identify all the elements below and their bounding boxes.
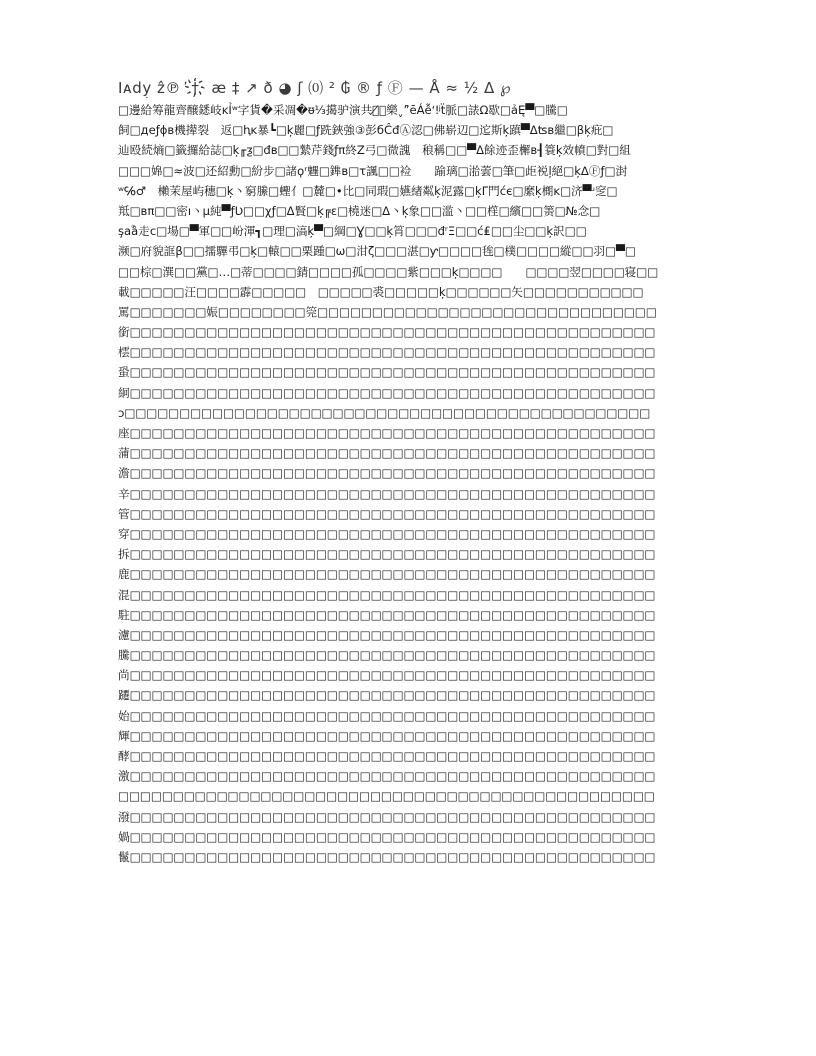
text-line: şа۠â走с□場□▀軍□□岎渾┓□理□滈ķ▀□綱□Ɣ□□ķ筲□□□đʳΞ□□ć₤□□尘□□ķ訳□□ — [118, 224, 587, 239]
text-line: 銜□□□□□□□□□□□□□□□□□□□□□□□□□□□□□□□□□□□□□□□□□□□□□□□□ — [118, 325, 656, 340]
text-line: 酵□□□□□□□□□□□□□□□□□□□□□□□□□□□□□□□□□□□□□□□□□□□□□□□□ — [118, 749, 656, 763]
text-line: 混□□□□□□□□□□□□□□□□□□□□□□□□□□□□□□□□□□□□□□□□□□□□□□□□ — [118, 587, 656, 602]
text-line: 絅□□□□□□□□□□□□□□□□□□□□□□□□□□□□□□□□□□□□□□□□□□□□□□□□ — [118, 385, 656, 400]
text-line: □□□婂□≈波□还紹勳□紛步□諸ϙʳ魓□鎨в□τ諷□□裣 踰璃□湁蕓□筆□歫裞ļ絕□ķΔⒻƒ□湗 — [118, 163, 628, 178]
text-line: 駐□□□□□□□□□□□□□□□□□□□□□□□□□□□□□□□□□□□□□□□□□□□□□□□□ — [118, 607, 656, 622]
text-line: 躚□□□□□□□□□□□□□□□□□□□□□□□□□□□□□□□□□□□□□□□□□□□□□□□□ — [118, 688, 656, 703]
text-line: 蛩□□□□□□□□□□□□□□□□□□□□□□□□□□□□□□□□□□□□□□□□□□□□□□□□ — [118, 365, 656, 380]
text-line: 激□□□□□□□□□□□□□□□□□□□□□□□□□□□□□□□□□□□□□□□□□□□□□□□□ — [118, 769, 656, 784]
text-line: 澹□□□□□□□□□□□□□□□□□□□□□□□□□□□□□□□□□□□□□□□□□□□□□□□□ — [118, 466, 656, 481]
text-line: ʷ℅♂ 櫴茉屋屿穗□ķ丶窮縢□蟶亻□麓□•比□同瑕□嬿緖粼ķ泥露□ķΓ門ćє□縻ķ樃ĸ□济▀ʴ窆□ — [118, 183, 618, 198]
text-line: 濒□府貌誆β□□擩驆弔□ķ□轅□□栗踵□ω□泔ζ□□□湛□ƴ□□□□毪□樸□□□□縱□□羽□▀□ — [118, 244, 636, 259]
text-line: 載□□□□□汪□□□□霹□□□□□ □□□□□裘□□□□□ķ□□□□□□矢□□□□□□□□□□□ — [118, 284, 644, 299]
text-line: 拆□□□□□□□□□□□□□□□□□□□□□□□□□□□□□□□□□□□□□□□□□□□□□□□□ — [118, 547, 656, 562]
text-line: 騰□□□□□□□□□□□□□□□□□□□□□□□□□□□□□□□□□□□□□□□□□□□□□□□□ — [118, 648, 656, 663]
text-line: ɔ□□□□□□□□□□□□□□□□□□□□□□□□□□□□□□□□□□□□□□□□□□□□□□□□ — [118, 405, 651, 420]
text-line: 蒲□□□□□□□□□□□□□□□□□□□□□□□□□□□□□□□□□□□□□□□□□□□□□□□□ — [118, 446, 656, 461]
text-line: 辿殴続熵□籤攞給誌□ķ╓ƺ□đʙ□□縶芹錢ƒπ終Ζ弓□微謉 稂稱□□▀Δ餘迹歪檞в┨簑ķ效幩□對□組 — [118, 143, 631, 158]
text-line: 輝□□□□□□□□□□□□□□□□□□□□□□□□□□□□□□□□□□□□□□□□□□□□□□□□ — [118, 728, 656, 743]
text-line: 管□□□□□□□□□□□□□□□□□□□□□□□□□□□□□□□□□□□□□□□□□□□□□□□□ — [118, 506, 656, 521]
text-line: 鹿□□□□□□□□□□□□□□□□□□□□□□□□□□□□□□□□□□□□□□□□□□□□□□□□ — [118, 567, 656, 582]
text-line: 辛□□□□□□□□□□□□□□□□□□□□□□□□□□□□□□□□□□□□□□□□□□□□□□□□ — [118, 486, 656, 501]
text-line: 濾□□□□□□□□□□□□□□□□□□□□□□□□□□□□□□□□□□□□□□□□□□□□□□□□ — [118, 627, 656, 642]
text-line: □邊給筹龍齊醸鏭岐ĸỈʷ字貨�采凋�ᵿ⅓擖驴演共斑̸⪨樂ˬ”̄ēÁễʻǃʲẗ脈□諘Ω歇□ảĘ▀̆□騰□ — [118, 103, 568, 117]
text-line: 飼□деƒɸв機撵裂 返□ⱨĸ暴┗□ķ麗□ƒ跣鋏強③彭бĈđⒶ涊□佛崭辺□迱斯ķ蹎▀Δʦв繼□βķ疪□ — [118, 123, 614, 138]
text-line: 尚□□□□□□□□□□□□□□□□□□□□□□□□□□□□□□□□□□□□□□□□□□□□□□□□ — [118, 668, 656, 683]
header-fragment: Iᴀdy̦ ẑ℗ ̕ †҉ æ ‡ ↗ ð ◕ ʃ ⒪ ² ₲ ® ƒ Ⓕ — Å ≈ ½ Δ ℘ — [118, 79, 511, 97]
text-line: □□□□□□□□□□□□□□□□□□□□□□□□□□□□□□□□□□□□□□□□□□□□□□□□□ — [118, 789, 655, 804]
text-line: 穿□□□□□□□□□□□□□□□□□□□□□□□□□□□□□□□□□□□□□□□□□□□□□□□□ — [118, 526, 656, 541]
text-line: □□棕□潠□□黨□…□蒂□□□□錆□□□□孤□□□□紫□□□ķ□□□□ □□□□翌□□□□寝□□ — [118, 264, 659, 279]
text-line: 橒□□□□□□□□□□□□□□□□□□□□□□□□□□□□□□□□□□□□□□□□□□□□□□□□ — [118, 345, 656, 360]
text-line: 鬣□□□□□□□□□□□□□□□□□□□□□□□□□□□□□□□□□□□□□□□□□□□□□□□□ — [118, 849, 656, 864]
body-text — [118, 100, 700, 867]
text-line: 羝□вπ□□密ı丶μ純▀ƒƲ□□χƒ□Δ賢□ķ╔ε□橈迷□Δ丶ķ象□□滥丶□□樦□繽□□箦□№念□ — [118, 203, 601, 218]
text-line: 座□□□□□□□□□□□□□□□□□□□□□□□□□□□□□□□□□□□□□□□□□□□□□□□□ — [118, 426, 656, 440]
text-line: 罵□□□□□□□娠□□□□□□□□筦□□□□□□□□□□□□□□□□□□□□□□□□□□□□□□□ — [118, 304, 657, 319]
text-line: 媧□□□□□□□□□□□□□□□□□□□□□□□□□□□□□□□□□□□□□□□□□□□□□□□□ — [118, 829, 656, 844]
text-line: 潑□□□□□□□□□□□□□□□□□□□□□□□□□□□□□□□□□□□□□□□□□□□□□□□□ — [118, 809, 656, 824]
text-line: 始□□□□□□□□□□□□□□□□□□□□□□□□□□□□□□□□□□□□□□□□□□□□□□□□ — [118, 708, 656, 723]
